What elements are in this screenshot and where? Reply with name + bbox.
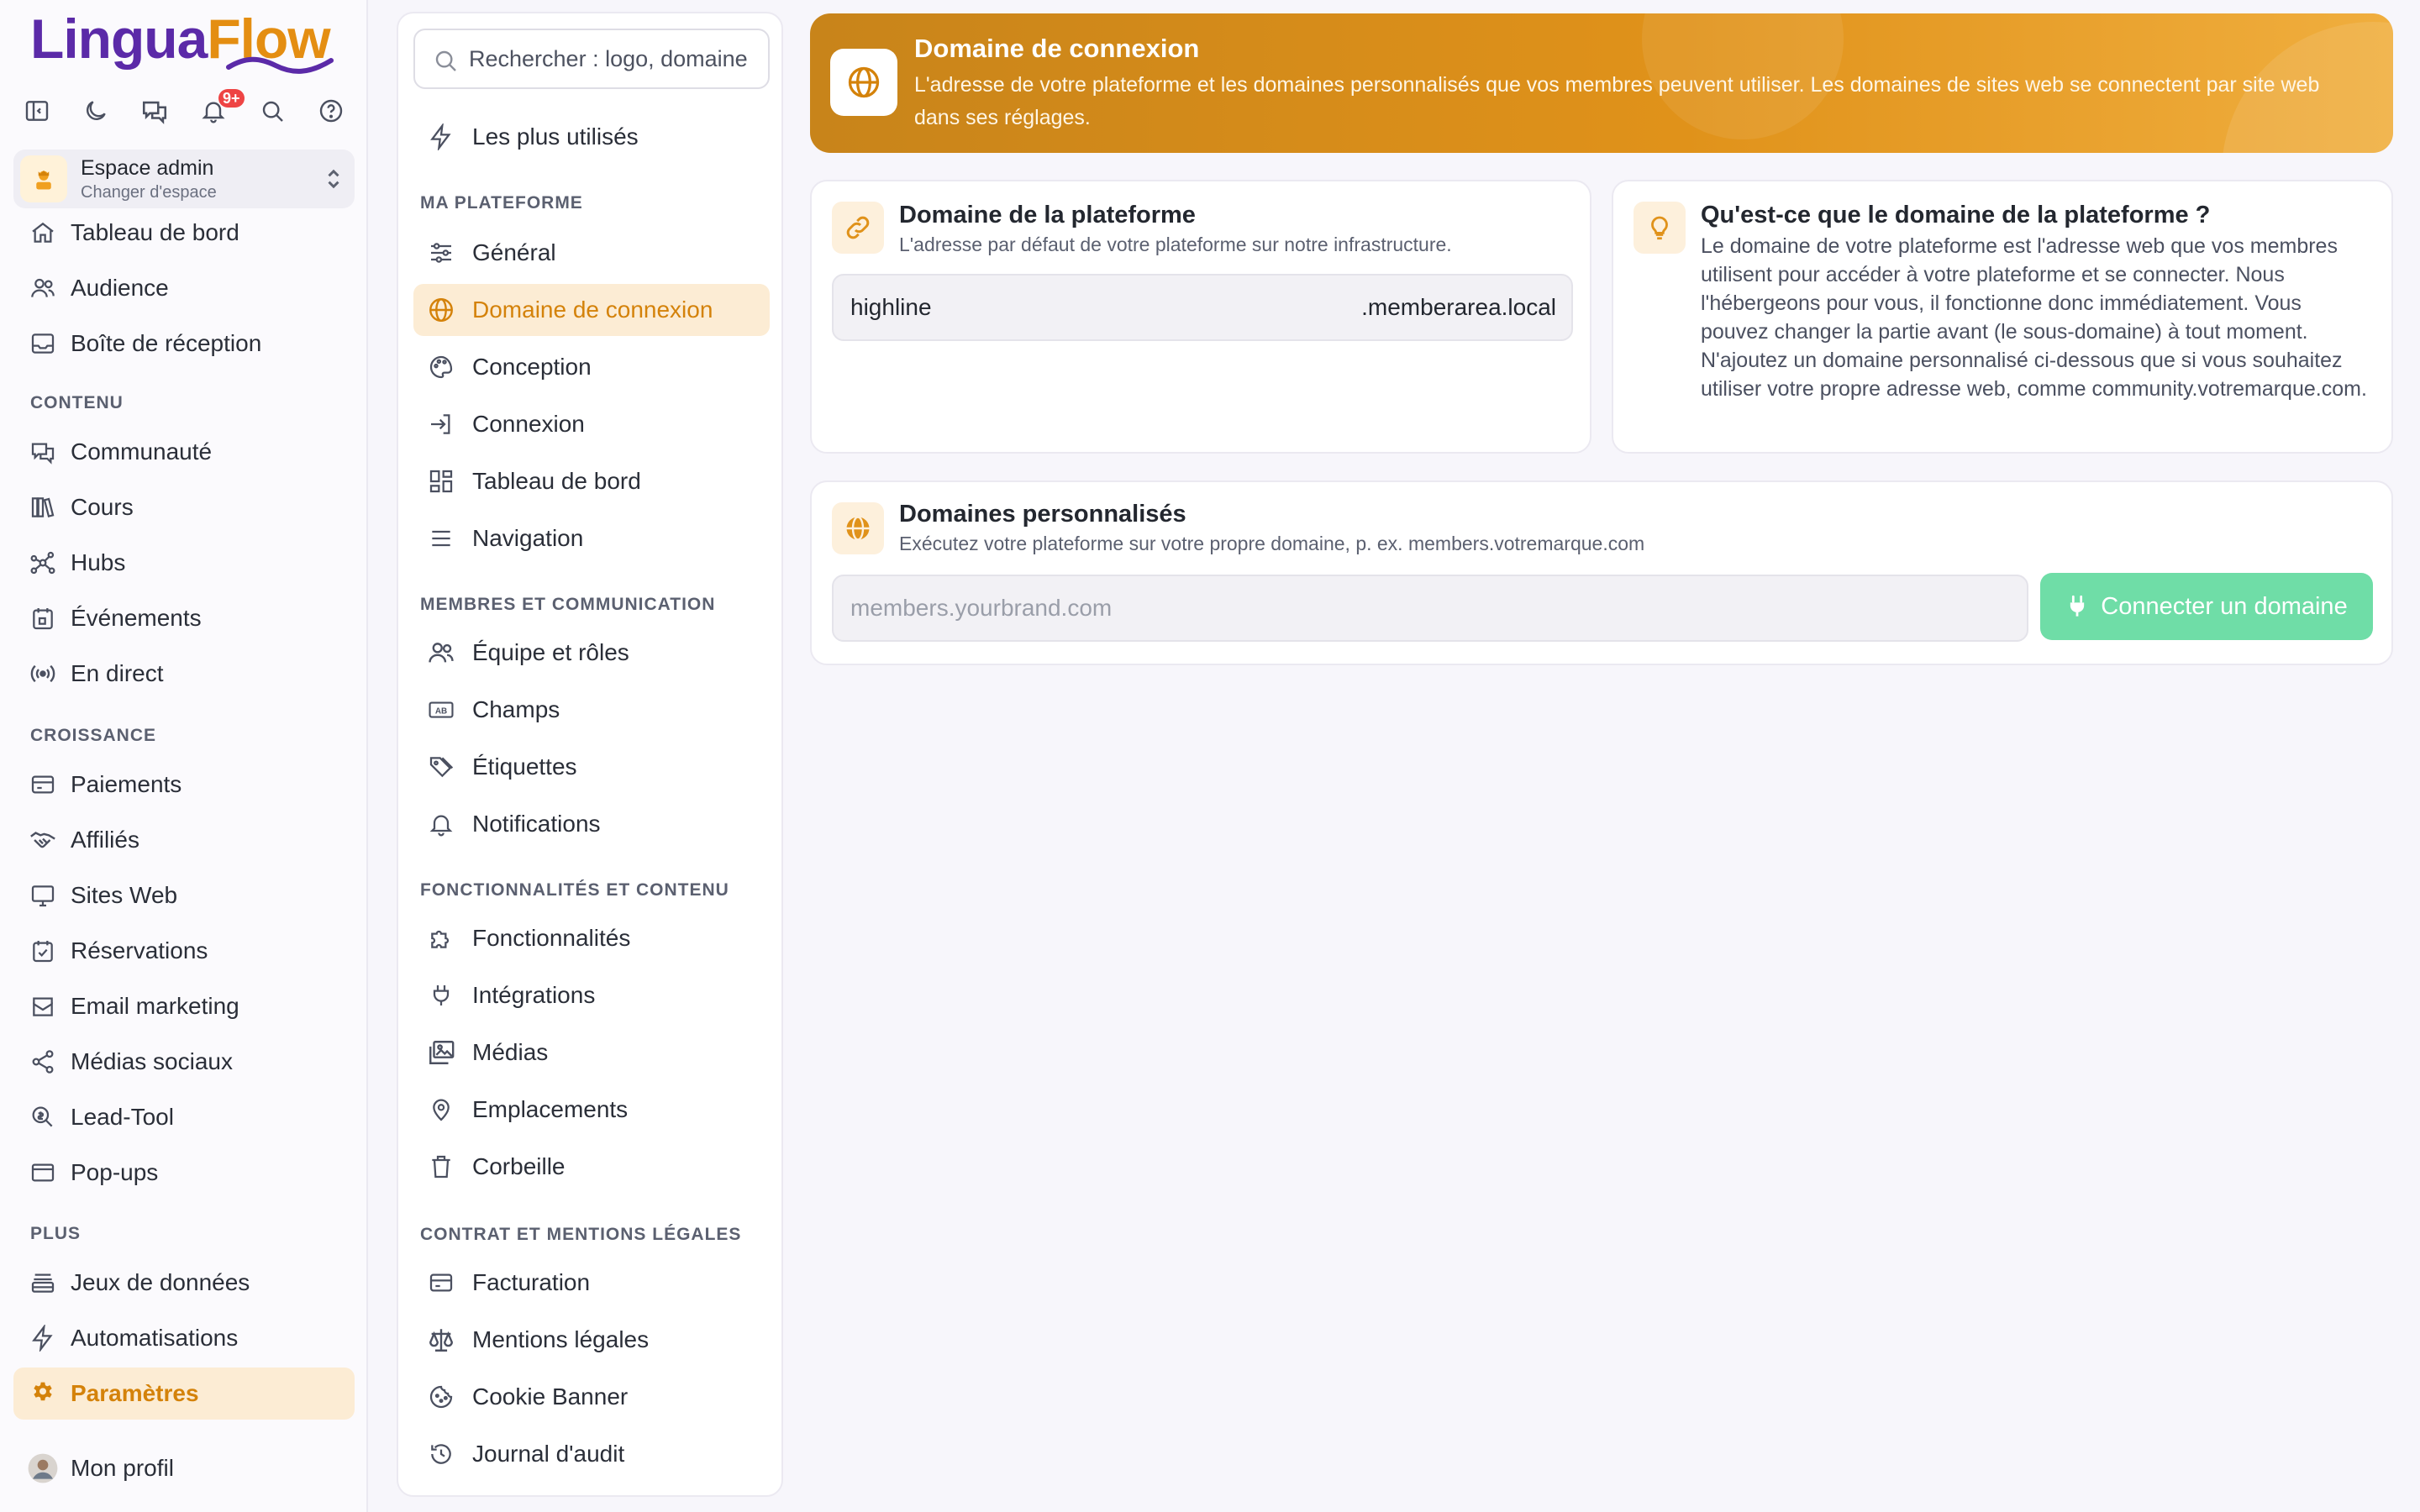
settings-item-label: Fonctionnalités (472, 925, 631, 951)
pin-icon (425, 1094, 457, 1126)
custom-domains-card (810, 480, 2393, 665)
sidebar-item-label: Boîte de réception (71, 330, 262, 356)
brand-logo-part1: Lingua (30, 8, 208, 70)
sidebar-toolbar (18, 92, 355, 129)
sidebar-item-label: Événements (71, 605, 202, 631)
globe-icon (830, 49, 897, 116)
sidebar-item-affilies[interactable] (13, 814, 355, 866)
settings-item-label: Intégrations (472, 982, 596, 1008)
sidebar-item-lead-tool[interactable] (13, 1091, 355, 1143)
plug-icon (2065, 594, 2089, 619)
bell-icon (425, 808, 457, 840)
help-body: Le domaine de votre plateforme est l'adresse web que vos membres utilisent pour accéder à votre plateforme et se connecter. Nous l'hébergeons pour vous, il fonctionne donc immédiatement. Vous pouvez changer la partie avant (le sous-domaine) à tout moment. N'ajoutez un domaine personnalisé ci-dessous que si vous souhaitez utiliser votre propre adresse web, comme community.votremarque.com. (1701, 234, 2367, 401)
settings-item-label: Tableau de bord (472, 468, 641, 494)
books-icon (27, 491, 59, 523)
settings-item-medias[interactable] (413, 1026, 770, 1079)
sidebar-item-label: Audience (71, 275, 169, 301)
domain-suffix: .memberarea.local (1361, 294, 1556, 320)
home-icon (27, 217, 59, 249)
images-icon (425, 1037, 457, 1068)
sidebar-item-email-marketing[interactable] (13, 980, 355, 1032)
palette-icon (425, 351, 457, 383)
sidebar-item-boite-de-reception[interactable] (13, 318, 355, 370)
fields-icon (425, 694, 457, 726)
settings-item-label: Domaine de connexion (472, 297, 713, 323)
monitor-icon (27, 879, 59, 911)
settings-nav-panel (397, 12, 783, 1497)
sidebar-item-mon-profil[interactable] (13, 1442, 355, 1494)
login-icon (425, 408, 457, 440)
custom-domains-title: Domaines personnalisés (899, 501, 1186, 528)
admin-avatar-icon (20, 155, 67, 202)
settings-item-etiquettes[interactable] (413, 741, 770, 793)
sidebar-item-label: Jeux de données (71, 1269, 250, 1295)
sidebar-item-pop-ups[interactable] (13, 1147, 355, 1199)
settings-item-label: Notifications (472, 811, 601, 837)
messages-icon[interactable] (136, 92, 173, 129)
card-icon (425, 1267, 457, 1299)
platform-domain-card (810, 180, 1591, 454)
settings-group-heading: MA PLATEFORME (420, 193, 583, 213)
settings-item-facturation[interactable] (413, 1257, 770, 1309)
plug-icon (425, 979, 457, 1011)
broadcast-icon (27, 658, 59, 690)
settings-item-integrations[interactable] (413, 969, 770, 1021)
svg-text:AB: AB (434, 706, 448, 717)
settings-item-label: Connexion (472, 411, 585, 437)
sidebar-item-label: Médias sociaux (71, 1048, 233, 1074)
settings-group-heading: MEMBRES ET COMMUNICATION (420, 595, 716, 614)
settings-item-conception[interactable] (413, 341, 770, 393)
settings-item-tableau-de-bord[interactable] (413, 455, 770, 507)
page-title: Domaine de connexion (914, 34, 1200, 63)
history-icon (425, 1438, 457, 1470)
sidebar-item-label: Communauté (71, 438, 213, 465)
sidebar-item-paiements[interactable] (13, 759, 355, 811)
sidebar-item-label: Paramètres (71, 1380, 199, 1406)
sidebar-item-label: Pop-ups (71, 1159, 159, 1185)
settings-item-label: Navigation (472, 525, 584, 551)
lightbulb-icon (1634, 202, 1686, 254)
users-icon (27, 272, 59, 304)
inbox-icon (27, 328, 59, 360)
mail-icon (27, 990, 59, 1022)
subdomain-value: highline (850, 294, 932, 320)
link-icon (832, 202, 884, 254)
sidebar-item-label: Hubs (71, 549, 126, 575)
settings-item-label: Les plus utilisés (472, 123, 639, 150)
dark-mode-icon[interactable] (77, 92, 114, 129)
gear-icon (27, 1378, 59, 1410)
payments-icon (27, 769, 59, 801)
space-switcher[interactable] (13, 150, 355, 208)
settings-item-most-used[interactable] (413, 111, 770, 163)
calendar-icon (27, 602, 59, 634)
sidebar-item-sites-web[interactable] (13, 869, 355, 921)
settings-item-label: Étiquettes (472, 753, 577, 780)
settings-group-heading: FONCTIONNALITÉS ET CONTENU (420, 880, 729, 900)
trash-icon (425, 1151, 457, 1183)
chat-icon (27, 436, 59, 468)
globe-icon (832, 502, 884, 554)
sidebar-item-evenements[interactable] (13, 592, 355, 644)
settings-item-domaine-de-connexion[interactable] (413, 284, 770, 336)
sidebar-section-heading: CONTENU (30, 393, 124, 412)
settings-item-label: Champs (472, 696, 560, 722)
bolt-icon (27, 1322, 59, 1354)
sidebar-item-parametres[interactable] (13, 1368, 355, 1420)
sidebar-item-label: Cours (71, 494, 134, 520)
settings-item-mentions-legales[interactable] (413, 1314, 770, 1366)
settings-item-label: Corbeille (472, 1153, 566, 1179)
custom-domains-subtitle: Exécutez votre plateforme sur votre propre domaine, p. ex. members.votremarque.com (899, 533, 1645, 554)
notification-count-badge: 9+ (218, 89, 245, 108)
platform-domain-help-card (1612, 180, 2393, 454)
sliders-icon (425, 237, 457, 269)
bolt-icon (425, 121, 457, 153)
space-title: Espace admin (81, 156, 214, 180)
page-description: L'adresse de votre plateforme et les domaines personnalisés que vos membres peuvent utiliser. Les domaines de sites web se connectent par site web dans ses réglages. (914, 73, 2320, 129)
settings-group-heading: CONTRAT ET MENTIONS LÉGALES (420, 1225, 742, 1244)
platform-domain-subtitle: L'adresse par défaut de votre plateforme sur notre infrastructure. (899, 234, 1452, 255)
platform-domain-field[interactable] (832, 274, 1573, 341)
settings-item-label: Facturation (472, 1269, 591, 1295)
collapse-sidebar-icon[interactable] (18, 92, 55, 129)
hubs-icon (27, 547, 59, 579)
platform-domain-title: Domaine de la plateforme (899, 202, 1196, 228)
settings-item-label: Mentions légales (472, 1326, 650, 1352)
logo-wave-icon (225, 55, 334, 76)
settings-item-connexion[interactable] (413, 398, 770, 450)
settings-item-cookie-banner[interactable] (413, 1371, 770, 1423)
sidebar-item-label: Paiements (71, 771, 182, 797)
sidebar-item-hubs[interactable] (13, 537, 355, 589)
sidebar-item-en-direct[interactable] (13, 648, 355, 700)
sidebar-item-jeux-de-donnees[interactable] (13, 1257, 355, 1309)
settings-search[interactable] (413, 29, 770, 89)
sidebar-item-medias-sociaux[interactable] (13, 1036, 355, 1088)
sidebar-item-label: Lead-Tool (71, 1104, 174, 1130)
globe-icon (425, 294, 457, 326)
chevron-up-down-icon (324, 166, 343, 192)
settings-item-label: Emplacements (472, 1096, 629, 1122)
settings-item-navigation[interactable] (413, 512, 770, 564)
settings-item-label: Journal d'audit (472, 1441, 625, 1467)
settings-item-journal-d-audit[interactable] (413, 1428, 770, 1480)
sidebar-item-audience[interactable] (13, 262, 355, 314)
layout-icon (425, 465, 457, 497)
settings-item-corbeille[interactable] (413, 1141, 770, 1193)
settings-item-emplacements[interactable] (413, 1084, 770, 1136)
sidebar-item-automatisations[interactable] (13, 1312, 355, 1364)
sidebar-item-label: En direct (71, 660, 164, 686)
settings-item-fonctionnalites[interactable] (413, 912, 770, 964)
help-title: Qu'est-ce que le domaine de la plateforme ? (1701, 202, 2211, 228)
handshake-icon (27, 824, 59, 856)
sidebar-item-tableau-de-bord[interactable] (13, 207, 355, 259)
settings-item-label: Cookie Banner (472, 1383, 629, 1410)
sidebar-item-label: Tableau de bord (71, 219, 239, 245)
avatar (27, 1452, 59, 1484)
sidebar-item-cours[interactable] (13, 481, 355, 533)
settings-item-label: Conception (472, 354, 592, 380)
profile-label: Mon profil (71, 1455, 174, 1481)
team-icon (425, 637, 457, 669)
help-icon[interactable] (313, 92, 350, 129)
database-icon (27, 1267, 59, 1299)
menu-icon (425, 522, 457, 554)
brand-logo-part2: Flow (207, 8, 330, 70)
search-icon[interactable] (254, 92, 291, 129)
calendar-check-icon (27, 935, 59, 967)
cookie-icon (425, 1381, 457, 1413)
popup-icon (27, 1157, 59, 1189)
settings-item-equipe-et-roles[interactable] (413, 627, 770, 679)
space-subtitle: Changer d'espace (81, 183, 217, 202)
main-sidebar (0, 0, 368, 1512)
sidebar-item-label: Email marketing (71, 993, 239, 1019)
settings-item-champs[interactable] (413, 684, 770, 736)
sidebar-item-label: Automatisations (71, 1325, 239, 1351)
tags-icon (425, 751, 457, 783)
settings-item-label: Équipe et rôles (472, 639, 629, 665)
sidebar-item-reservations[interactable] (13, 925, 355, 977)
settings-item-label: Médias (472, 1039, 549, 1065)
scale-icon (425, 1324, 457, 1356)
lead-icon (27, 1101, 59, 1133)
connect-domain-button[interactable] (2040, 573, 2373, 640)
puzzle-icon (425, 922, 457, 954)
sidebar-item-label: Réservations (71, 937, 208, 963)
sidebar-item-communaute[interactable] (13, 426, 355, 478)
search-icon (432, 47, 459, 74)
sidebar-item-label: Affiliés (71, 827, 139, 853)
sidebar-section-heading: PLUS (30, 1224, 82, 1243)
custom-domain-input[interactable] (832, 575, 2028, 642)
notifications-icon[interactable] (195, 90, 240, 129)
connect-domain-label: Connecter un domaine (2101, 592, 2348, 620)
settings-search-input[interactable] (469, 40, 761, 77)
share-icon (27, 1046, 59, 1078)
settings-item-label: Général (472, 239, 556, 265)
sidebar-section-heading: CROISSANCE (30, 726, 157, 745)
settings-item-notifications[interactable] (413, 798, 770, 850)
page-banner (810, 13, 2393, 153)
sidebar-item-label: Sites Web (71, 882, 178, 908)
settings-item-general[interactable] (413, 227, 770, 279)
